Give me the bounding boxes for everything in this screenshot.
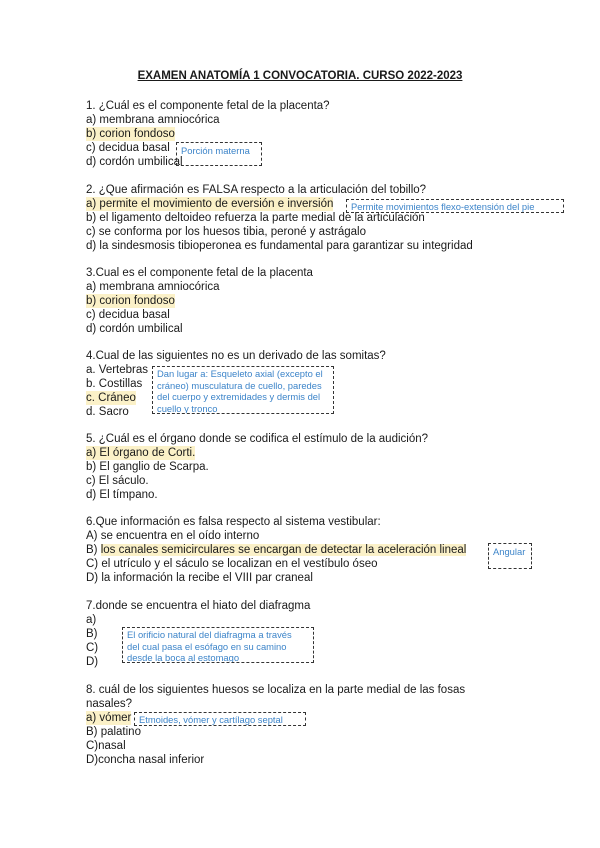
question-8-option-c: C)nasal	[86, 740, 126, 752]
question-7-annotation-line-1: El orificio natural del diafragma a través	[127, 629, 292, 640]
question-4-annotation-box	[152, 366, 334, 414]
question-6-option-d: D) la información la recibe el VIII par craneal	[86, 572, 313, 584]
question-4-annotation-line-2: cráneo) musculatura de cuello, paredes	[157, 379, 322, 391]
question-5-option-a-highlighted: a) El órgano de Corti.	[86, 447, 196, 459]
question-7-option-a: a)	[86, 614, 97, 626]
question-7-option-c: C)	[86, 642, 99, 654]
question-4-option-c-highlighted: c. Cráneo	[86, 392, 136, 404]
question-2-option-a-highlighted: a) permite el movimiento de eversión e inversión	[86, 198, 334, 210]
question-6-option-c: C) el utrículo y el sáculo se localizan en el vestíbulo óseo	[86, 558, 378, 570]
question-3-stem: 3.Cual es el componente fetal de la placenta	[86, 267, 313, 279]
question-7-option-b: B)	[86, 628, 98, 640]
exam-title: EXAMEN ANATOMÍA 1 CONVOCATORIA. CURSO 2022-2023	[137, 70, 463, 82]
question-8-option-b: B) palatino	[86, 726, 141, 738]
question-2-option-d: d) la sindesmosis tibioperonea es fundamental para garantizar su integridad	[86, 240, 473, 252]
question-4-option-a: a. Vertebras	[86, 364, 149, 376]
question-1-stem: 1. ¿Cuál es el componente fetal de la placenta?	[86, 100, 330, 112]
question-4-stem: 4.Cual de las siguientes no es un derivado de las somitas?	[86, 350, 386, 362]
question-6-option-b-line	[86, 543, 466, 557]
question-2-annotation-text: Permite movimientos flexo-extensión del pie	[351, 201, 535, 212]
question-1-option-d: d) cordón umbilical	[86, 156, 183, 168]
question-2-annotation-box	[346, 199, 564, 213]
question-5-option-d: d) El tímpano.	[86, 489, 158, 501]
question-6-option-b-highlighted: los canales semicirculares se encargan de detectar la aceleración lineal	[100, 544, 467, 556]
question-1-annotation-box	[176, 142, 262, 166]
question-6-option-a: A) se encuentra en el oído interno	[86, 530, 260, 542]
question-5-option-b: b) El ganglio de Scarpa.	[86, 461, 209, 473]
question-8-option-d: D)concha nasal inferior	[86, 754, 205, 766]
question-7-option-d: D)	[86, 656, 99, 668]
question-1-option-a: a) membrana amniocórica	[86, 114, 220, 126]
question-5-option-c: c) El sáculo.	[86, 475, 149, 487]
question-2-option-c: c) se conforma por los huesos tibia, peroné y astrágalo	[86, 226, 366, 238]
question-5-stem: 5. ¿Cuál es el órgano donde se codifica el estímulo de la audición?	[86, 433, 429, 445]
question-8-annotation-text: Etmoides, vómer y cartílago septal	[139, 714, 283, 725]
question-8-annotation-box	[134, 712, 306, 726]
question-3-option-b-highlighted: b) corion fondoso	[86, 295, 175, 307]
question-3-option-c: c) decidua basal	[86, 309, 170, 321]
question-8-stem-line-1: 8. cuál de los siguientes huesos se localiza en la parte medial de las fosas	[86, 684, 466, 696]
question-3-option-d: d) cordón umbilical	[86, 323, 183, 335]
question-4-option-d: d. Sacro	[86, 406, 129, 418]
question-2-option-b: b) el ligamento deltoideo refuerza la parte medial de la articulación	[86, 212, 425, 224]
question-4-option-b: b. Costillas	[86, 378, 143, 390]
question-8-stem-line-2: nasales?	[86, 698, 133, 710]
question-7-annotation-line-3: desde la boca al estomago	[127, 652, 240, 663]
question-6-stem: 6.Que información es falsa respecto al sistema vestibular:	[86, 516, 381, 528]
question-6-annotation-text: Angular	[493, 546, 526, 557]
question-7-annotation-line-2: del cual pasa el esófago en su camino	[127, 640, 287, 652]
question-4-annotation-line-1: Dan lugar a: Esqueleto axial (excepto el	[157, 368, 323, 379]
question-7-annotation-box	[122, 627, 314, 663]
question-2-stem: 2. ¿Que afirmación es FALSA respecto a la articulación del tobillo?	[86, 184, 427, 196]
question-6-annotation-box	[488, 543, 532, 569]
question-1-option-b-highlighted: b) corion fondoso	[86, 128, 175, 140]
question-4-annotation-line-4: cuello y tronco	[157, 402, 218, 414]
question-1-option-c: c) decidua basal	[86, 142, 170, 154]
question-6-option-b-prefix: B)	[86, 544, 101, 556]
question-4-annotation-line-3: del cuerpo y extremidades y dermis del	[157, 391, 321, 402]
question-1-annotation-text: Porción materna	[181, 145, 250, 156]
question-7-stem: 7.donde se encuentra el hiato del diafragma	[86, 600, 311, 612]
question-8-option-a-highlighted: a) vómer	[86, 712, 132, 724]
question-3-option-a: a) membrana amniocórica	[86, 281, 220, 293]
